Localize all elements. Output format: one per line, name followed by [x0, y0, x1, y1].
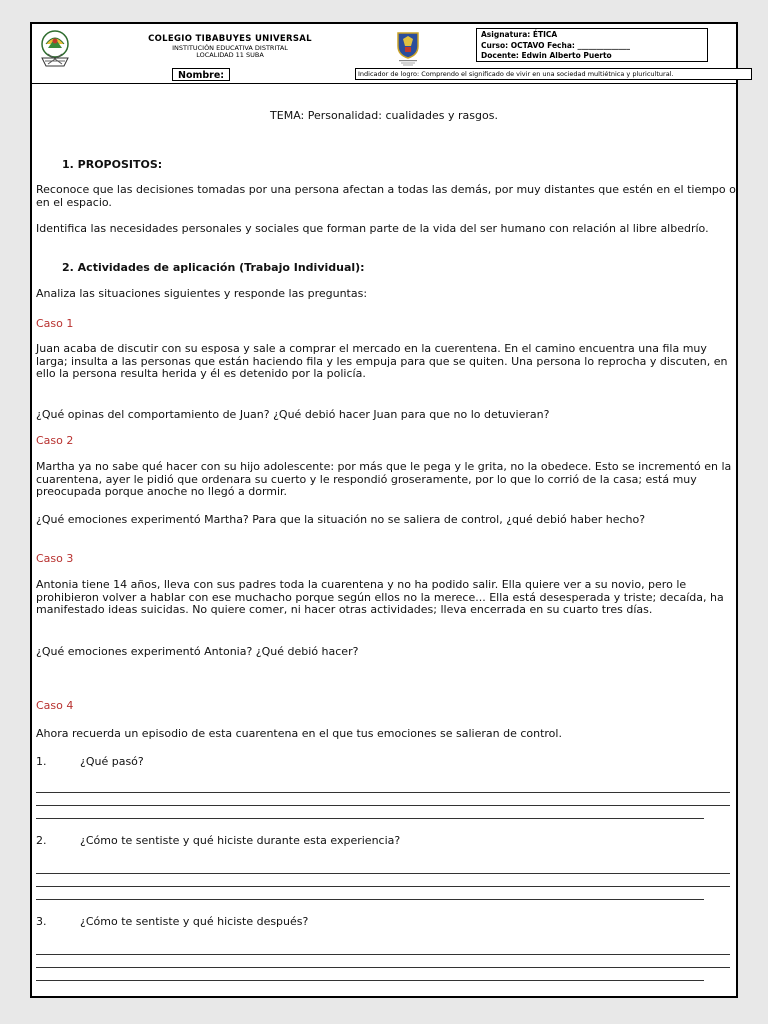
- propositos-heading: 1. PROPOSITOS:: [62, 158, 163, 171]
- question-3-text: ¿Cómo te sentiste y qué hiciste después?: [80, 915, 309, 928]
- name-field[interactable]: Nombre:: [172, 68, 230, 81]
- subject-text: Asignatura: ÉTICA: [481, 30, 558, 39]
- answer-line[interactable]: [36, 873, 730, 874]
- answer-line[interactable]: [36, 954, 730, 955]
- caso-2-title: Caso 2: [36, 434, 74, 447]
- caso-3-question: ¿Qué emociones experimentó Antonia? ¿Qué debió hacer?: [36, 645, 359, 658]
- proposito-2: Identifica las necesidades personales y sociales que forman parte de la vida del ser humano con relación al libre albedrío.: [36, 222, 709, 235]
- caso-3-title: Caso 3: [36, 552, 74, 565]
- caso-2-text: Martha ya no sabe qué hacer con su hijo adolescente: por más que le pega y le grita, no la obedece. Esto se incrementó en la cuarentena, ayer le pidió que ordenara su cuerto y le respondió groseramente, por lo que lo corrió de la casa; está muy preocupada porque anoche no llegó a dormir.: [36, 460, 732, 498]
- school-locality: LOCALIDAD 11 SUBA: [196, 51, 264, 59]
- answer-line[interactable]: [36, 792, 730, 793]
- question-2-number: 2.: [36, 834, 47, 847]
- answer-line[interactable]: [36, 967, 730, 968]
- caso-1-question: ¿Qué opinas del comportamiento de Juan? ¿Qué debió hacer Juan para que no lo detuvieran?: [36, 408, 550, 421]
- caso-4-title: Caso 4: [36, 699, 74, 712]
- question-2-text: ¿Cómo te sentiste y qué hiciste durante esta experiencia?: [80, 834, 401, 847]
- answer-line[interactable]: [36, 980, 704, 981]
- caso-4-text: Ahora recuerda un episodio de esta cuarentena en el que tus emociones se salieran de control.: [36, 727, 562, 740]
- topic-title: TEMA: Personalidad: cualidades y rasgos.: [270, 109, 498, 122]
- question-1-text: ¿Qué pasó?: [80, 755, 144, 768]
- caso-1-title: Caso 1: [36, 317, 74, 330]
- answer-line[interactable]: [36, 818, 704, 819]
- header-divider: [32, 83, 736, 84]
- caso-3-text: Antonia tiene 14 años, lleva con sus padres toda la cuarentena y no ha podido salir. Ella quiere ver a su novio, pero le prohibieron volver a hablar con ese muchacho porque según ellos no la merece... Ella está desesperada y triste; decaída, ha manifestado ideas suicidas. No quiere comer, ni hacer otras actividades; lleva encerrada en su cuarto tres días.: [36, 578, 724, 616]
- actividades-heading: 2. Actividades de aplicación (Trabajo Individual):: [62, 261, 365, 274]
- city-crest-icon: [393, 30, 423, 66]
- teacher-text: Docente: Edwin Alberto Puerto: [481, 51, 612, 60]
- school-crest-icon: [36, 28, 74, 70]
- answer-line[interactable]: [36, 899, 704, 900]
- question-3-number: 3.: [36, 915, 47, 928]
- course-info-box: [476, 28, 708, 62]
- course-date-text: Curso: OCTAVO Fecha: ______________: [481, 40, 631, 50]
- question-1-number: 1.: [36, 755, 47, 768]
- actividades-intro: Analiza las situaciones siguientes y responde las preguntas:: [36, 287, 368, 300]
- school-name: COLEGIO TIBABUYES UNIVERSAL: [148, 34, 312, 44]
- answer-line[interactable]: [36, 886, 730, 887]
- school-header: [110, 35, 350, 59]
- answer-line[interactable]: [36, 805, 730, 806]
- achievement-indicator: Indicador de logro: Comprendo el significado de vivir en una sociedad multiétnica y pluricultural.: [355, 68, 752, 80]
- caso-1-text: Juan acaba de discutir con su esposa y sale a comprar el mercado en la cuerentena. En el camino encuentra una fila muy larga; insulta a las personas que están haciendo fila y les empuja para que se quiten. Una persona lo reprocha y discuten, en ello la persona resulta herida y él es detenido por la policía.: [36, 342, 728, 380]
- caso-2-question: ¿Qué emociones experimentó Martha? Para que la situación no se saliera de control, ¿qué debió haber hecho?: [36, 513, 646, 526]
- proposito-1: Reconoce que las decisiones tomadas por una persona afectan a todas las demás, por muy distantes que estén en el tiempo o en el espacio.: [36, 183, 736, 209]
- school-subtitle: INSTITUCIÓN EDUCATIVA DISTRITAL: [172, 43, 288, 52]
